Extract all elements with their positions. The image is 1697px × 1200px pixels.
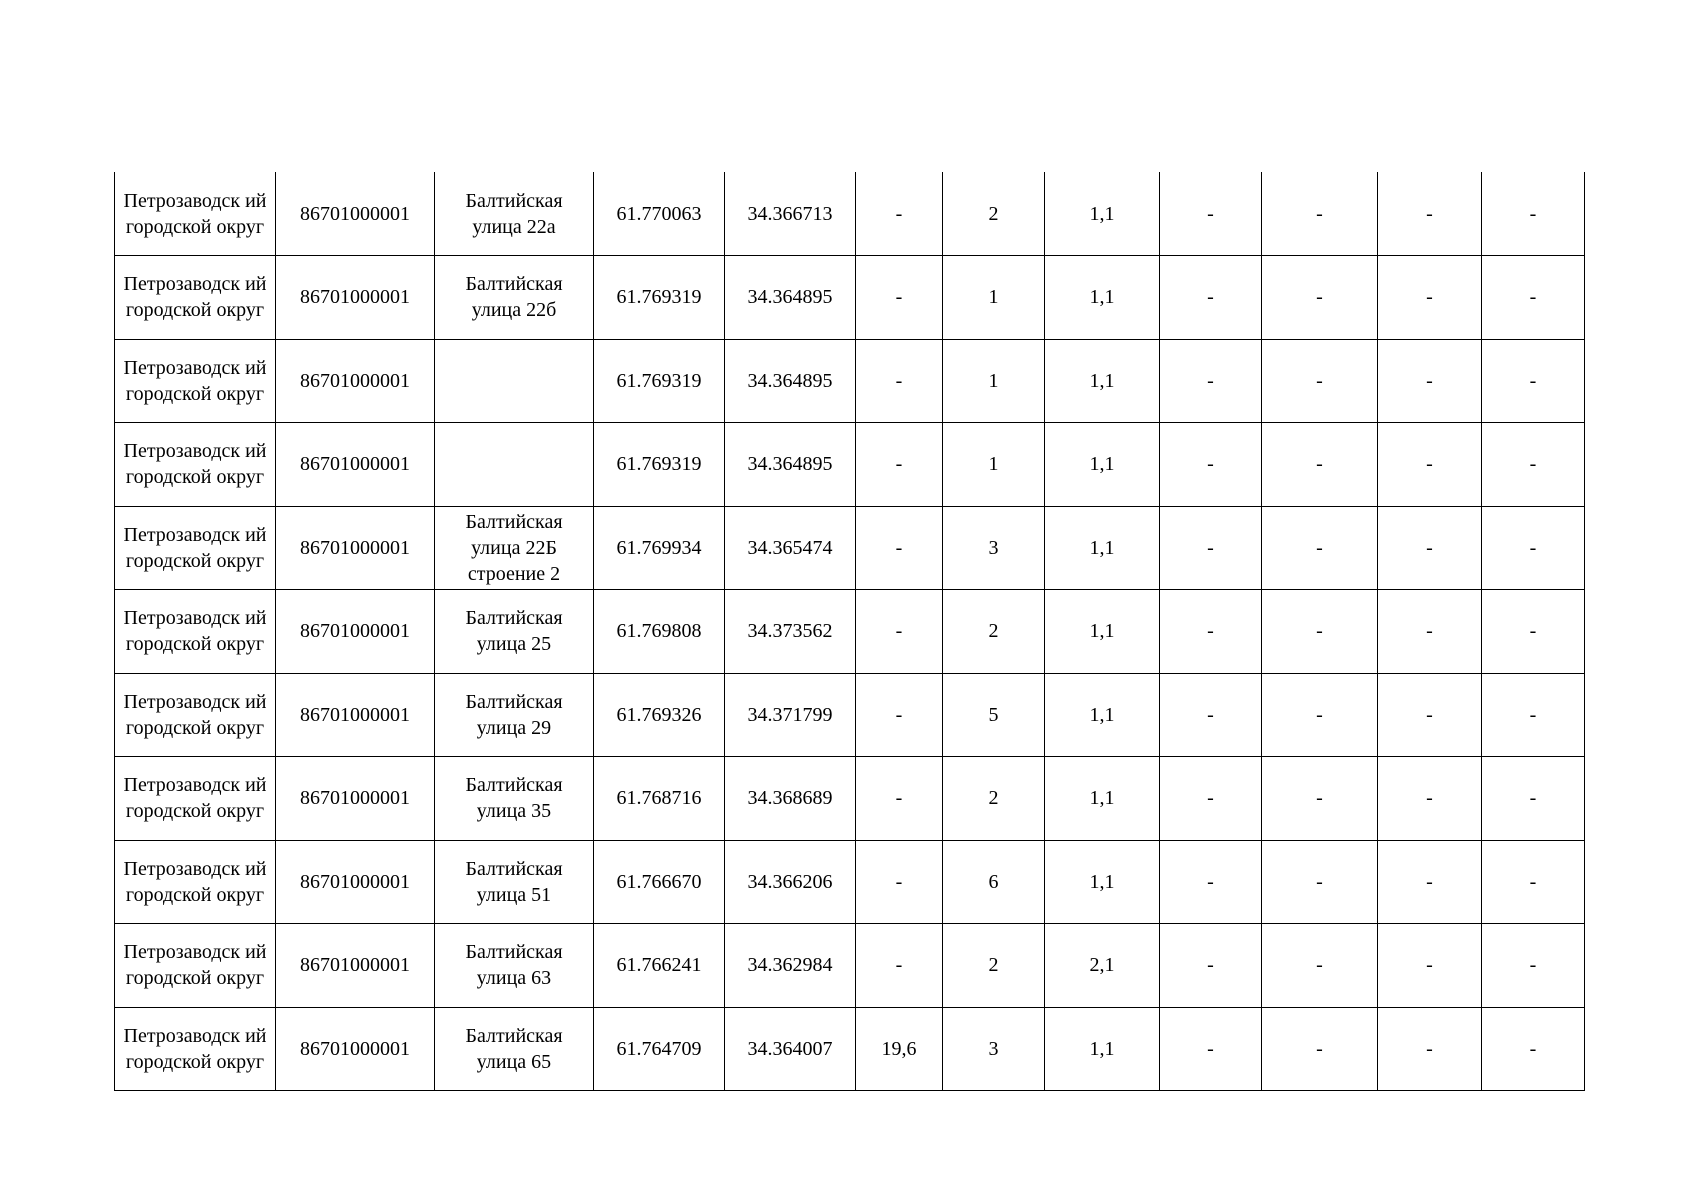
latitude-cell: 61.769934: [594, 506, 725, 590]
latitude-cell: 61.769808: [594, 590, 725, 674]
oktmo-code-cell: 86701000001: [276, 1007, 435, 1091]
address-cell: Балтийская улица 65: [435, 1007, 594, 1091]
column-12-cell: -: [1482, 1007, 1585, 1091]
table-row: [115, 840, 1585, 924]
column-12-cell: -: [1482, 924, 1585, 1008]
oktmo-code-cell: 86701000001: [276, 673, 435, 757]
column-7-cell: 2: [943, 172, 1045, 256]
column-9-cell: -: [1160, 506, 1262, 590]
table-row: [115, 924, 1585, 1008]
column-10-cell: -: [1262, 1007, 1378, 1091]
latitude-cell: 61.766670: [594, 840, 725, 924]
municipality-cell: Петрозаводск ий городской округ: [115, 590, 276, 674]
column-10-cell: -: [1262, 590, 1378, 674]
latitude-cell: 61.769326: [594, 673, 725, 757]
longitude-cell: 34.368689: [725, 757, 856, 841]
oktmo-code-cell: 86701000001: [276, 339, 435, 423]
column-12-cell: -: [1482, 590, 1585, 674]
table-body: [115, 172, 1585, 1091]
column-12-cell: -: [1482, 506, 1585, 590]
column-7-cell: 1: [943, 423, 1045, 507]
column-6-cell: -: [856, 757, 943, 841]
column-7-cell: 3: [943, 506, 1045, 590]
column-9-cell: -: [1160, 840, 1262, 924]
column-12-cell: -: [1482, 840, 1585, 924]
column-9-cell: -: [1160, 673, 1262, 757]
latitude-cell: 61.766241: [594, 924, 725, 1008]
address-cell: Балтийская улица 22Б строение 2: [435, 506, 594, 590]
column-11-cell: -: [1378, 924, 1482, 1008]
column-11-cell: -: [1378, 590, 1482, 674]
municipality-cell: Петрозаводск ий городской округ: [115, 172, 276, 256]
oktmo-code-cell: 86701000001: [276, 506, 435, 590]
column-7-cell: 2: [943, 757, 1045, 841]
table-row: [115, 256, 1585, 340]
table-row: [115, 1007, 1585, 1091]
oktmo-code-cell: 86701000001: [276, 423, 435, 507]
column-6-cell: 19,6: [856, 1007, 943, 1091]
column-12-cell: -: [1482, 673, 1585, 757]
longitude-cell: 34.366206: [725, 840, 856, 924]
longitude-cell: 34.364895: [725, 256, 856, 340]
column-9-cell: -: [1160, 339, 1262, 423]
table-row: [115, 339, 1585, 423]
municipality-cell: Петрозаводск ий городской округ: [115, 840, 276, 924]
latitude-cell: 61.769319: [594, 423, 725, 507]
latitude-cell: 61.769319: [594, 256, 725, 340]
oktmo-code-cell: 86701000001: [276, 840, 435, 924]
column-10-cell: -: [1262, 172, 1378, 256]
longitude-cell: 34.373562: [725, 590, 856, 674]
column-10-cell: -: [1262, 924, 1378, 1008]
column-9-cell: -: [1160, 590, 1262, 674]
column-6-cell: -: [856, 256, 943, 340]
latitude-cell: 61.764709: [594, 1007, 725, 1091]
column-6-cell: -: [856, 339, 943, 423]
table-row: [115, 590, 1585, 674]
column-8-cell: 1,1: [1045, 339, 1160, 423]
column-6-cell: -: [856, 506, 943, 590]
column-12-cell: -: [1482, 256, 1585, 340]
column-9-cell: -: [1160, 172, 1262, 256]
address-cell: [435, 423, 594, 507]
longitude-cell: 34.365474: [725, 506, 856, 590]
column-7-cell: 2: [943, 590, 1045, 674]
latitude-cell: 61.769319: [594, 339, 725, 423]
longitude-cell: 34.362984: [725, 924, 856, 1008]
column-10-cell: -: [1262, 840, 1378, 924]
longitude-cell: 34.371799: [725, 673, 856, 757]
municipality-cell: Петрозаводск ий городской округ: [115, 673, 276, 757]
municipality-cell: Петрозаводск ий городской округ: [115, 506, 276, 590]
table-row: [115, 506, 1585, 590]
column-9-cell: -: [1160, 924, 1262, 1008]
longitude-cell: 34.364007: [725, 1007, 856, 1091]
column-7-cell: 1: [943, 256, 1045, 340]
column-11-cell: -: [1378, 673, 1482, 757]
address-cell: Балтийская улица 22б: [435, 256, 594, 340]
column-10-cell: -: [1262, 673, 1378, 757]
column-11-cell: -: [1378, 757, 1482, 841]
table-row: [115, 757, 1585, 841]
address-cell: [435, 339, 594, 423]
longitude-cell: 34.364895: [725, 423, 856, 507]
column-8-cell: 1,1: [1045, 673, 1160, 757]
municipality-cell: Петрозаводск ий городской округ: [115, 256, 276, 340]
longitude-cell: 34.366713: [725, 172, 856, 256]
column-11-cell: -: [1378, 339, 1482, 423]
column-9-cell: -: [1160, 1007, 1262, 1091]
column-8-cell: 1,1: [1045, 172, 1160, 256]
address-cell: Балтийская улица 25: [435, 590, 594, 674]
oktmo-code-cell: 86701000001: [276, 924, 435, 1008]
address-cell: Балтийская улица 63: [435, 924, 594, 1008]
column-7-cell: 1: [943, 339, 1045, 423]
address-cell: Балтийская улица 22а: [435, 172, 594, 256]
column-11-cell: -: [1378, 1007, 1482, 1091]
column-11-cell: -: [1378, 840, 1482, 924]
column-11-cell: -: [1378, 423, 1482, 507]
table-row: [115, 673, 1585, 757]
municipality-cell: Петрозаводск ий городской округ: [115, 757, 276, 841]
oktmo-code-cell: 86701000001: [276, 256, 435, 340]
column-12-cell: -: [1482, 339, 1585, 423]
column-8-cell: 1,1: [1045, 590, 1160, 674]
column-8-cell: 1,1: [1045, 757, 1160, 841]
column-8-cell: 1,1: [1045, 1007, 1160, 1091]
column-8-cell: 1,1: [1045, 840, 1160, 924]
column-8-cell: 1,1: [1045, 256, 1160, 340]
column-8-cell: 1,1: [1045, 506, 1160, 590]
municipality-cell: Петрозаводск ий городской округ: [115, 924, 276, 1008]
address-cell: Балтийская улица 51: [435, 840, 594, 924]
column-6-cell: -: [856, 423, 943, 507]
column-7-cell: 2: [943, 924, 1045, 1008]
latitude-cell: 61.770063: [594, 172, 725, 256]
column-9-cell: -: [1160, 423, 1262, 507]
municipality-cell: Петрозаводск ий городской округ: [115, 339, 276, 423]
column-6-cell: -: [856, 590, 943, 674]
registry-table: [114, 172, 1585, 1091]
column-11-cell: -: [1378, 256, 1482, 340]
address-cell: Балтийская улица 29: [435, 673, 594, 757]
column-10-cell: -: [1262, 506, 1378, 590]
column-8-cell: 1,1: [1045, 423, 1160, 507]
oktmo-code-cell: 86701000001: [276, 590, 435, 674]
municipality-cell: Петрозаводск ий городской округ: [115, 1007, 276, 1091]
column-7-cell: 5: [943, 673, 1045, 757]
oktmo-code-cell: 86701000001: [276, 172, 435, 256]
column-10-cell: -: [1262, 757, 1378, 841]
column-12-cell: -: [1482, 423, 1585, 507]
municipality-cell: Петрозаводск ий городской округ: [115, 423, 276, 507]
column-9-cell: -: [1160, 757, 1262, 841]
column-7-cell: 6: [943, 840, 1045, 924]
column-11-cell: -: [1378, 172, 1482, 256]
longitude-cell: 34.364895: [725, 339, 856, 423]
column-9-cell: -: [1160, 256, 1262, 340]
column-11-cell: -: [1378, 506, 1482, 590]
column-6-cell: -: [856, 673, 943, 757]
column-8-cell: 2,1: [1045, 924, 1160, 1008]
column-6-cell: -: [856, 924, 943, 1008]
column-10-cell: -: [1262, 423, 1378, 507]
column-12-cell: -: [1482, 172, 1585, 256]
column-10-cell: -: [1262, 339, 1378, 423]
column-10-cell: -: [1262, 256, 1378, 340]
column-6-cell: -: [856, 172, 943, 256]
column-7-cell: 3: [943, 1007, 1045, 1091]
oktmo-code-cell: 86701000001: [276, 757, 435, 841]
column-12-cell: -: [1482, 757, 1585, 841]
table-row: [115, 172, 1585, 256]
column-6-cell: -: [856, 840, 943, 924]
latitude-cell: 61.768716: [594, 757, 725, 841]
address-cell: Балтийская улица 35: [435, 757, 594, 841]
table-row: [115, 423, 1585, 507]
